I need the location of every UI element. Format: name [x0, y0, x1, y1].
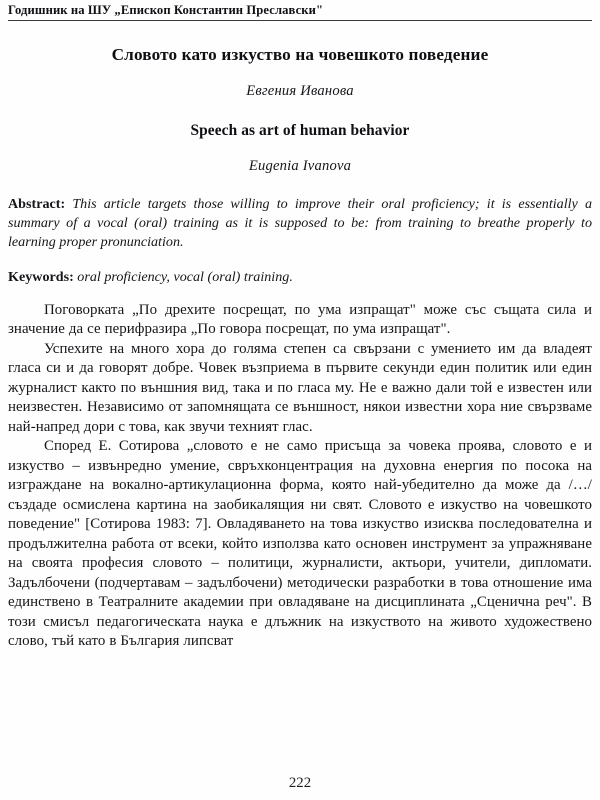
- body-paragraph: Успехите на много хора до голяма степен са свързани с умението им да владеят гласа си и да говорят добре. Човек възприема в първите секунди един политик или един журналист както по външния вид, така и по гласа му. Не е важно дали той е известен или неизвестен. Независимо от запомнящата се външност, някои известни хора ние свързваме най-напред дори с това, как звучи техният глас.: [8, 340, 592, 435]
- keywords-separator: :: [69, 268, 78, 285]
- keywords-text: oral proficiency, vocal (oral) training.: [77, 268, 293, 285]
- page-number: 222: [288, 775, 312, 791]
- keywords-label: Keywords: [8, 268, 70, 285]
- author-english: Eugenia Ivanova: [248, 158, 352, 174]
- header-divider-rule: [8, 20, 592, 21]
- body-text: [8, 301, 592, 652]
- page-title-bulgarian: Словото като изкуство на човешкото поведение: [111, 45, 489, 64]
- keywords-block: [8, 268, 592, 287]
- abstract-text: This article targets those willing to improve their oral proficiency; it is essentially a summary of a vocal (oral) training as it is supposed to be: from training to breathe properly to learning proper pronunciation.: [8, 196, 593, 251]
- abstract-separator: :: [60, 196, 73, 212]
- body-paragraph: Поговорката „По дрехите посрещат, по ума изпращат" може със същата сила и значение да се перифразира „По говора посрещат, по ума изпращат".: [8, 301, 592, 338]
- running-head: Годишник на ШУ „Епископ Константин Преславски": [8, 3, 324, 17]
- body-paragraph: Според Е. Сотирова „словото е не само присъща за човека проява, словото е и изкуство – извънредно умение, свръхконцентрация на духовна енергия по посока на изграждане на вокално-артикулационна форма, която най-убедително да може да /…/ създаде осмислена картина на заобикалящия ни свят. Словото е изкуство на човешкото поведение" [Сотирова 1983: 7]. Овладяването на това изкуство изисква последователна и продължителна работа от всеки, който използва като основен инструмент за упражняване на своята професия словото – политици, журналисти, актьори, учители, дипломати. Задълбочени (подчертавам – задълбочени) методически разработки в това отношение има единствено в Театралните академии при овладяване на дисциплината „Сценична реч". В този смисъл педагогическата наука е длъжник на изкуството на живото художествено слово, тъй като в България липсват: [8, 438, 592, 650]
- title-block: [8, 44, 592, 176]
- page-title-english: Speech as art of human behavior: [190, 122, 410, 139]
- author-bulgarian: Евгения Иванова: [246, 83, 354, 99]
- abstract-block: [8, 195, 592, 253]
- abstract-label: Abstract: [8, 196, 61, 212]
